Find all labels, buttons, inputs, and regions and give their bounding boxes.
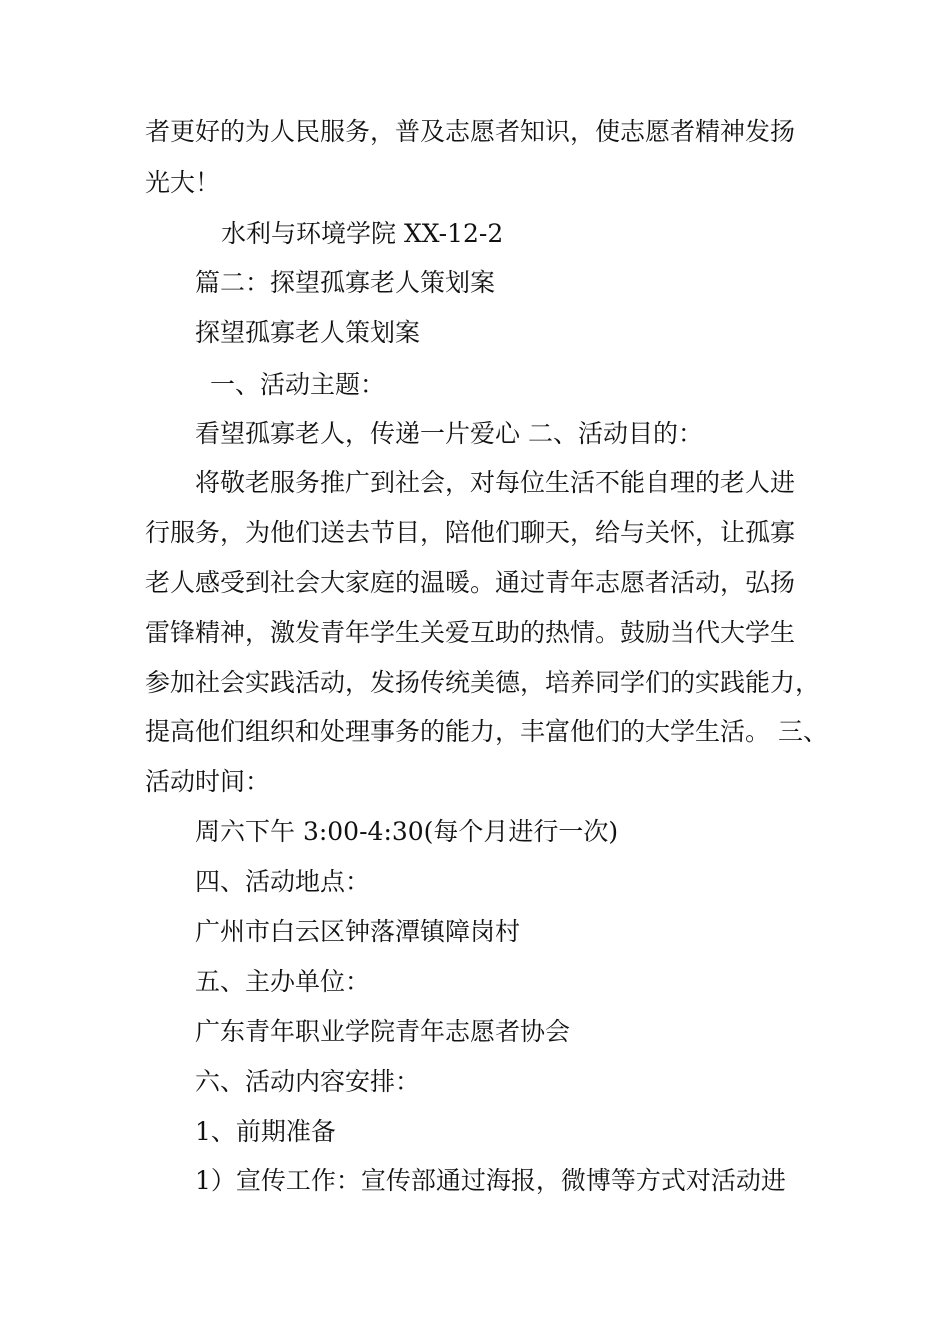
- heading-organizer: 五、主办单位：: [195, 967, 371, 996]
- section-heading: 篇二：探望孤寡老人策划案: [195, 268, 496, 297]
- text-line-1: 者更好的为人民服务，普及志愿者知识，使志愿者精神发扬: [145, 117, 796, 146]
- text-line-9: 行服务，为他们送去节目，陪他们聊天，给与关怀，让孤寡: [145, 518, 796, 547]
- heading-theme: 一、活动主题：: [210, 370, 386, 399]
- text-line-8: 将敬老服务推广到社会，对每位生活不能自理的老人进: [195, 468, 796, 497]
- text-line-14: 活动时间：: [145, 767, 271, 796]
- text-line-12: 参加社会实践活动，发扬传统美德，培养同学们的实践能力，: [145, 668, 821, 697]
- text-line-17: 广州市白云区钟落潭镇障岗村: [195, 917, 521, 946]
- heading-arrangement: 六、活动内容安排：: [195, 1067, 421, 1096]
- text-line-10: 老人感受到社会大家庭的温暖。通过青年志愿者活动，弘扬: [145, 568, 796, 597]
- text-line-19: 广东青年职业学院青年志愿者协会: [195, 1017, 571, 1046]
- text-line-21: 1、前期准备: [195, 1117, 336, 1146]
- text-line-15: 周六下午 3:00-4:30(每个月进行一次): [195, 817, 619, 846]
- text-line-2: 光大！: [145, 168, 221, 197]
- document-title: 探望孤寡老人策划案: [195, 318, 421, 347]
- text-line-11: 雷锋精神，激发青年学生关爱互助的热情。鼓励当代大学生: [145, 618, 796, 647]
- text-line-22: 1）宣传工作：宣传部通过海报，微博等方式对活动进: [195, 1166, 786, 1195]
- text-line-7: 看望孤寡老人，传递一片爱心 二、活动目的：: [195, 419, 703, 448]
- signature-line: 水利与环境学院 XX-12-2: [221, 219, 504, 248]
- text-line-13: 提高他们组织和处理事务的能力，丰富他们的大学生活。 三、: [145, 717, 828, 746]
- heading-location: 四、活动地点：: [195, 867, 371, 896]
